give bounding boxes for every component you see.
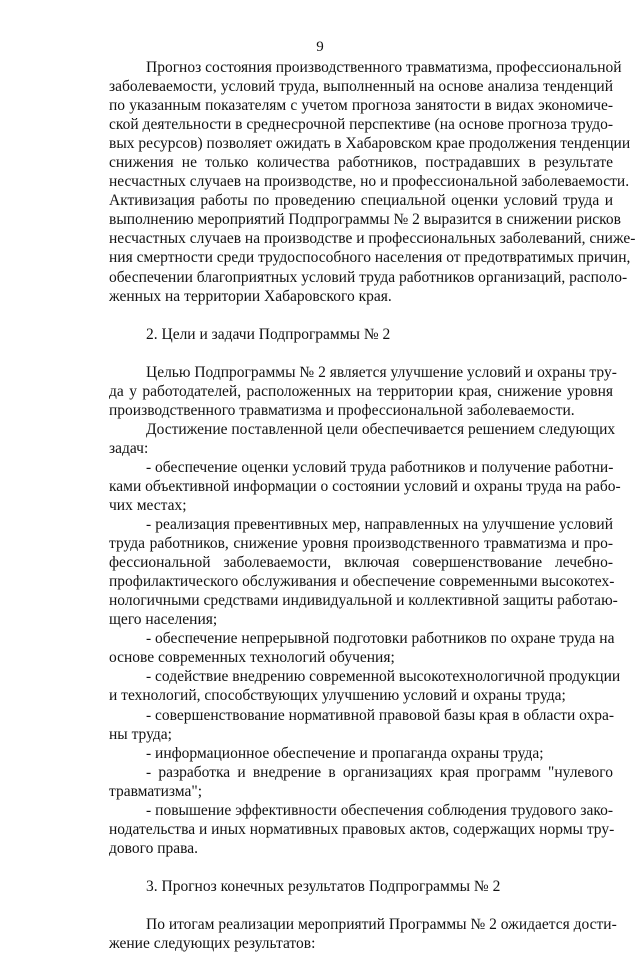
- task-item-6: [109, 744, 613, 763]
- text-line: По итогам реализации мероприятий Программы № 2 ожидается дости-: [146, 915, 617, 933]
- text-line: - обеспечение непрерывной подготовки работников по охране труда на: [146, 630, 615, 648]
- paragraph-tasks-intro: [109, 420, 616, 458]
- text-line: снижения не только количества работников, пострадавших в результате: [109, 154, 613, 172]
- paragraph-spacer: [109, 344, 613, 363]
- text-line: да у работодателей, расположенных на территории края, снижение уровня: [109, 382, 613, 400]
- text-line: ками объективной информации о состоянии условий и охраны труда на рабо-: [109, 477, 621, 495]
- paragraph-spacer: [109, 306, 613, 325]
- text-line: Достижение поставленной цели обеспечивается решением следующих: [146, 420, 616, 438]
- text-line: и технологий, способствующих улучшению условий и охраны труда;: [109, 687, 566, 705]
- text-line: Активизация работы по проведению специальной оценки условий труда и: [109, 192, 613, 210]
- text-line: дового права.: [109, 839, 198, 857]
- text-line: ской деятельности в среднесрочной перспективе (на основе прогноза трудо-: [109, 116, 613, 134]
- task-item-2: [109, 515, 618, 629]
- paragraph-spacer: [109, 896, 613, 915]
- text-line: ны труда;: [109, 725, 172, 743]
- paragraph-forecast: [109, 58, 636, 306]
- text-line: ния смертности среди трудоспособного населения от предотвратимых причин,: [109, 249, 631, 267]
- text-line: женных на территории Хабаровского края.: [109, 287, 392, 305]
- text-line: задач:: [109, 439, 149, 457]
- text-line: - повышение эффективности обеспечения соблюдения трудового зако-: [146, 801, 613, 819]
- paragraph-results-intro: [109, 915, 617, 953]
- task-item-5: [109, 706, 613, 744]
- text-line: по указанным показателям с учетом прогноза занятости в видах экономиче-: [109, 97, 613, 115]
- text-line: нодательства и иных нормативных правовых актов, содержащих нормы тру-: [109, 820, 615, 838]
- text-line: Прогноз состояния производственного травматизма, профессиональной: [146, 59, 622, 76]
- text-line: жение следующих результатов:: [109, 934, 316, 952]
- page-number: 9: [316, 39, 324, 55]
- text-line: щего населения;: [109, 611, 218, 629]
- paragraph-spacer: [109, 858, 613, 877]
- section-heading-2: 2. Цели и задачи Подпрограммы № 2: [146, 325, 391, 343]
- paragraph-goal: [109, 363, 617, 420]
- text-line: фессиональной заболеваемости, включая совершенствование лечебно-: [109, 554, 613, 572]
- section-heading-3: 3. Прогноз конечных результатов Подпрограммы № 2: [146, 877, 501, 895]
- text-line: труда работников, снижение уровня производственного травматизма и про-: [109, 535, 613, 553]
- task-item-3: [109, 629, 613, 667]
- text-line: - разработка и внедрение в организациях края программ "нулевого: [146, 763, 613, 781]
- task-item-7: [109, 763, 613, 801]
- text-line: несчастных случаев на производстве, но и профессиональной заболеваемости.: [109, 173, 630, 191]
- text-line: производственного травматизма и профессиональной заболеваемости.: [109, 401, 575, 419]
- text-line: обеспечении благоприятных условий труда работников организаций, располо-: [109, 268, 628, 286]
- text-line: несчастных случаев на производстве и профессиональных заболеваний, сниже-: [109, 230, 636, 248]
- text-line: профилактического обслуживания и обеспечение современными высокотех-: [109, 573, 615, 591]
- document-body: [109, 58, 636, 953]
- task-item-8: [109, 801, 613, 858]
- text-line: - информационное обеспечение и пропаганда охраны труда;: [146, 744, 544, 762]
- text-line: - обеспечение оценки условий труда работников и получение работни-: [146, 458, 614, 476]
- text-line: основе современных технологий обучения;: [109, 649, 395, 667]
- text-line: травматизма";: [109, 782, 203, 800]
- task-item-4: [109, 667, 621, 705]
- text-line: выполнению мероприятий Подпрограммы № 2 выразится в снижении рисков: [109, 211, 621, 229]
- text-line: - содействие внедрению современной высокотехнологичной продукции: [146, 668, 621, 686]
- text-line: нологичными средствами индивидуальной и коллективной защиты работаю-: [109, 592, 618, 610]
- text-line: Целью Подпрограммы № 2 является улучшение условий и охраны тру-: [146, 363, 617, 381]
- text-line: - совершенствование нормативной правовой базы края в области охра-: [146, 706, 615, 724]
- text-line: вых ресурсов) позволяет ожидать в Хабаровском крае продолжения тенденции: [109, 135, 631, 153]
- text-line: чих местах;: [109, 496, 187, 514]
- text-line: - реализация превентивных мер, направленных на улучшение условий: [146, 516, 613, 534]
- text-line: заболеваемости, условий труда, выполненный на основе анализа тенденций: [109, 78, 613, 96]
- task-item-1: [109, 458, 621, 515]
